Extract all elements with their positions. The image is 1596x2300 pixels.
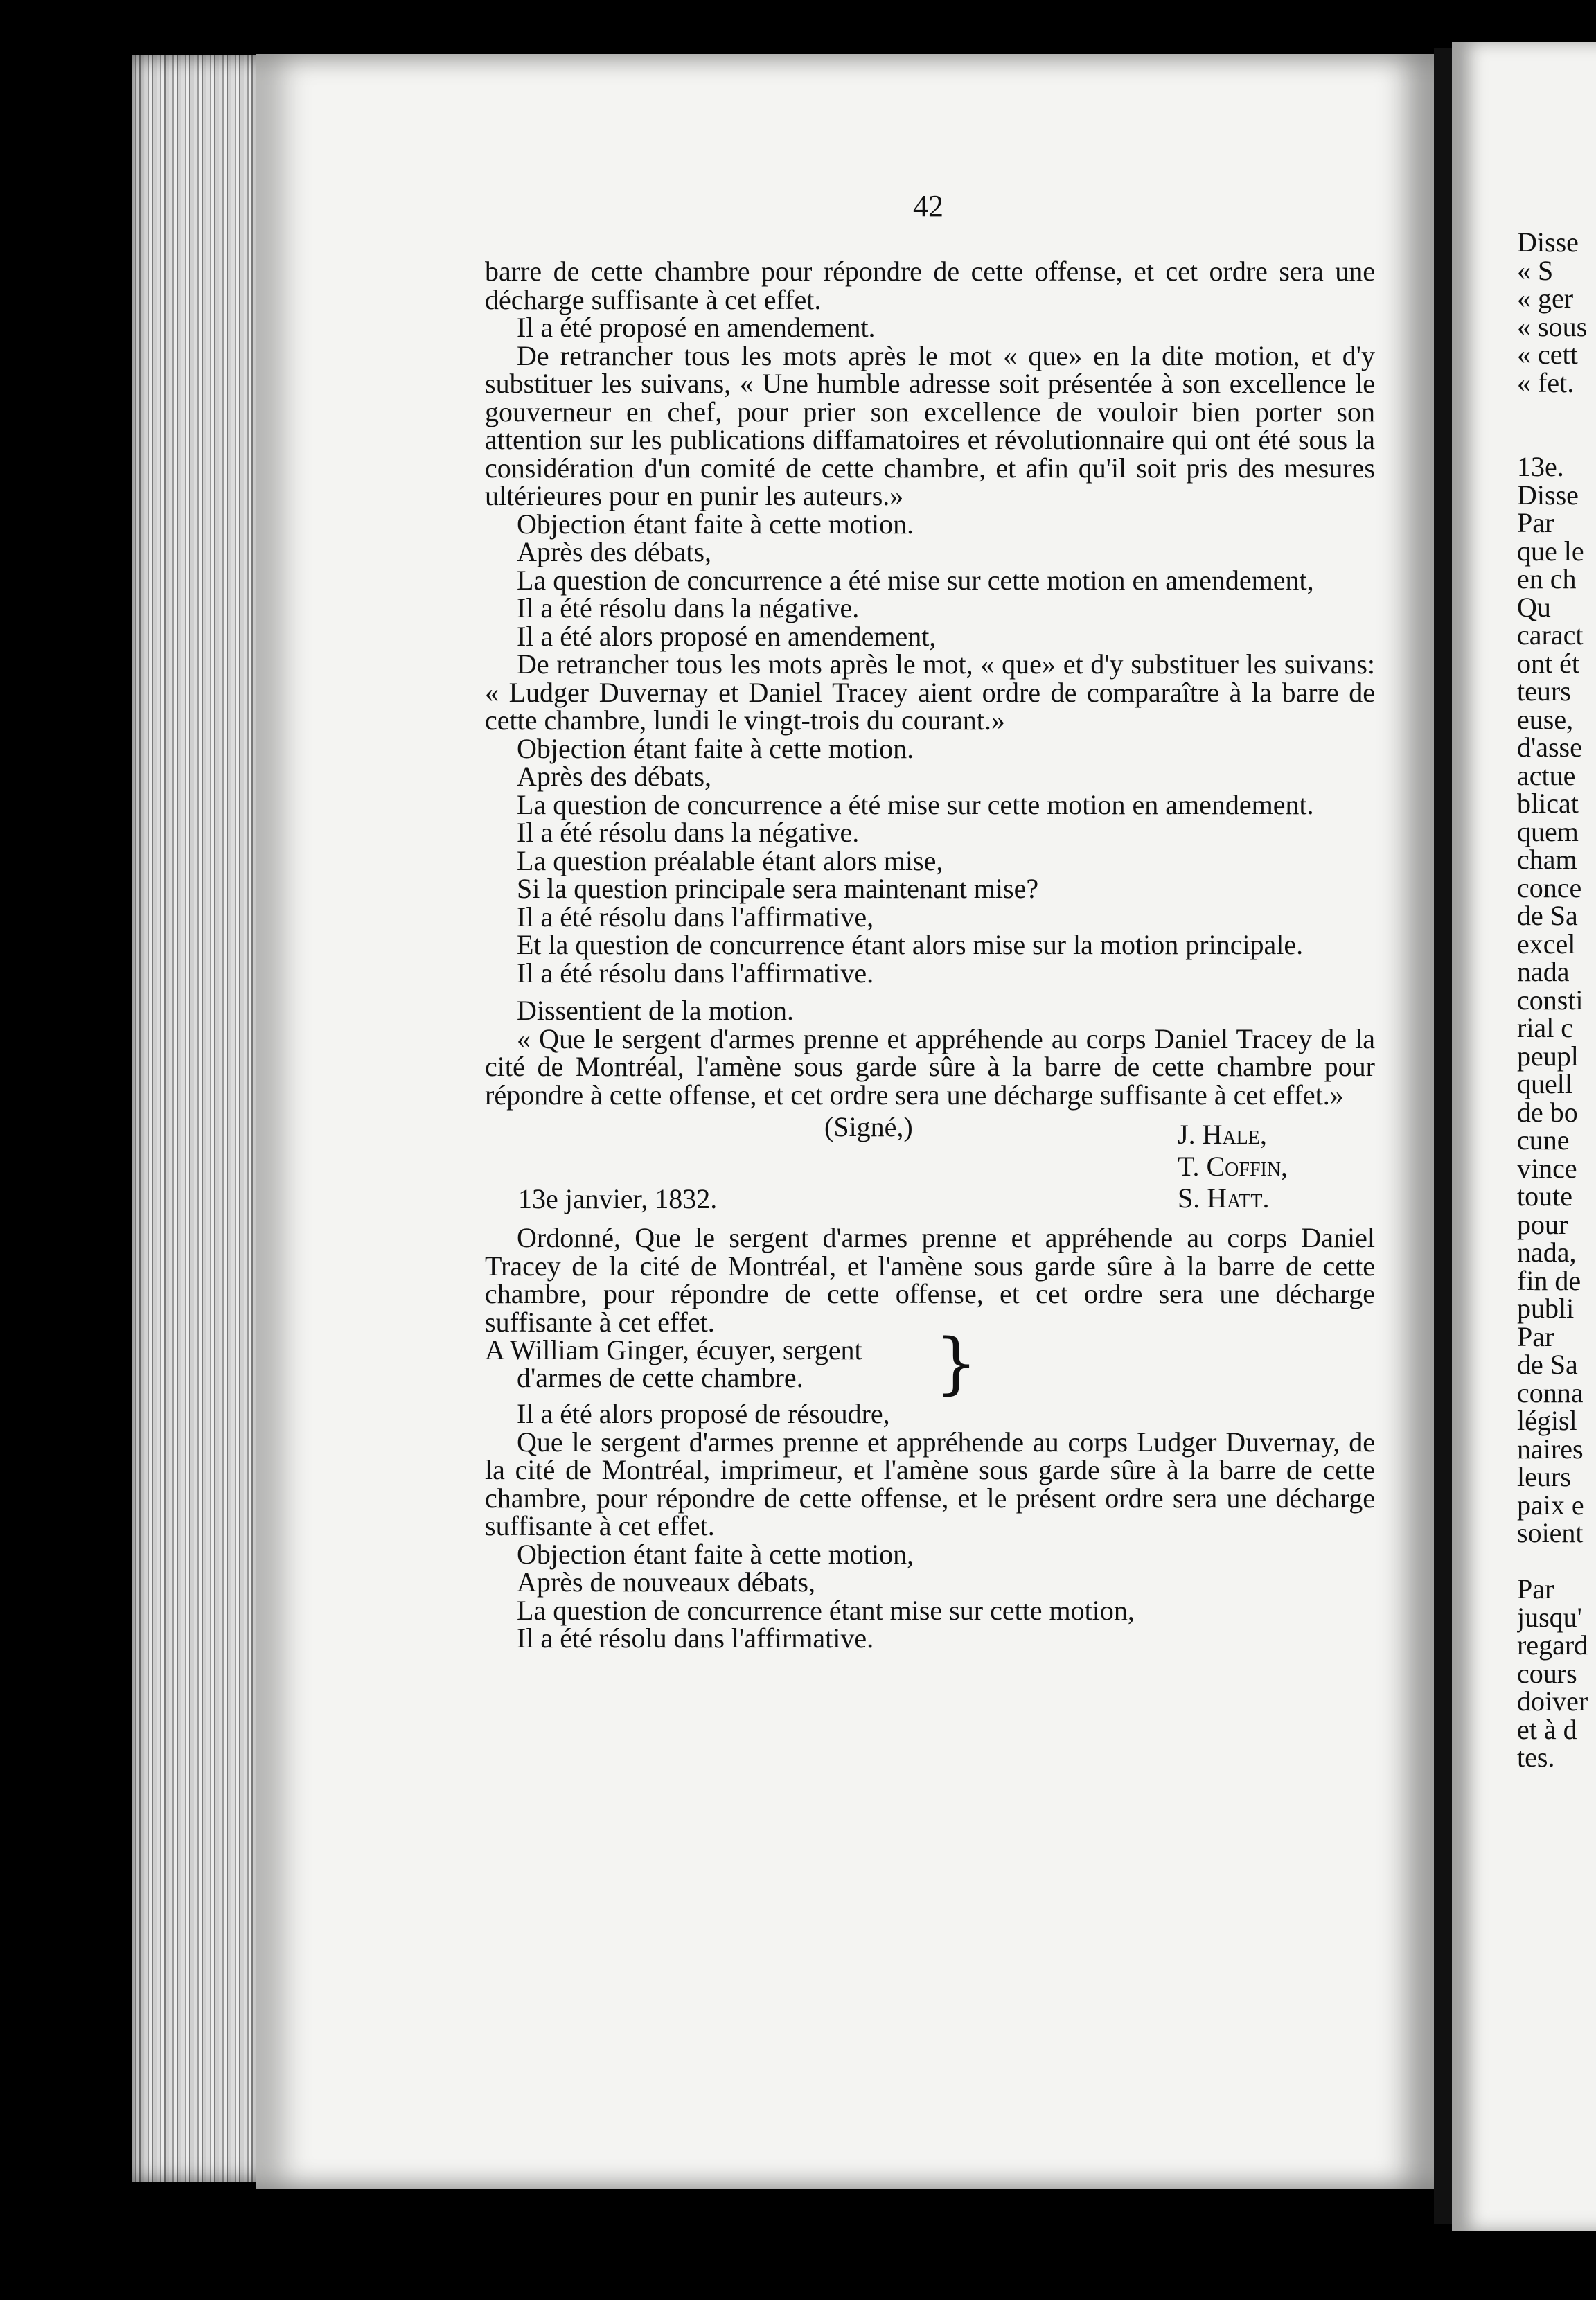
signatory: T. Coffin, — [1178, 1151, 1288, 1182]
right-page-line: Par — [1517, 1573, 1554, 1604]
paragraph: Il a été résolu dans l'affirmative. — [517, 957, 874, 989]
signatories — [1178, 1119, 1288, 1214]
addressee — [485, 1325, 1375, 1402]
signatory: J. Hale, — [1178, 1119, 1267, 1150]
right-page-line: pour — [1517, 1208, 1568, 1240]
paragraph: La question préalable étant alors mise, — [517, 844, 943, 876]
paragraph: Dissentient de la motion. — [517, 995, 794, 1026]
right-page-line: publi — [1517, 1293, 1575, 1324]
paragraph: Il a été résolu dans la négative. — [517, 817, 860, 848]
right-page-line: conce — [1517, 872, 1582, 903]
right-page-line: ont ét — [1517, 647, 1579, 679]
right-page-line: soient — [1517, 1517, 1584, 1548]
right-page-line: caract — [1517, 619, 1584, 651]
right-page-line: législ — [1517, 1405, 1577, 1436]
addressee-line: A William Ginger, écuyer, sergent — [485, 1334, 862, 1365]
right-page-line: paix e — [1517, 1489, 1584, 1521]
right-page-line — [1517, 425, 1596, 454]
right-page-line: cours — [1517, 1657, 1577, 1689]
right-page-line: Par — [1517, 1320, 1554, 1352]
right-page-line: « fet. — [1517, 366, 1575, 398]
paragraph: Il a été résolu dans l'affirmative. — [517, 1622, 874, 1654]
right-page-line: cune — [1517, 1124, 1570, 1156]
brace-glyph: } — [935, 1325, 978, 1402]
order-paragraph: Ordonné, Que le sergent d'armes prenne et appréhende au corps Daniel Tracey de la cité de Montréal, et l'amène sous garde sûre à la barre de cette chambre, pour répondre de cette offense, et cet ordre sera une décharge suffisante à cet effet. — [485, 1222, 1375, 1338]
right-page-line: blicat — [1517, 788, 1579, 819]
right-page-line — [1517, 397, 1596, 425]
right-page-line: et à d — [1517, 1713, 1577, 1745]
paragraph: Il a été proposé en amendement. — [517, 312, 876, 343]
paragraph: « Que le sergent d'armes prenne et appréhende au corps Daniel Tracey de la cité de Montréal, l'amène sous garde sûre à la barre de cette chambre pour répondre à cette offense, et cet ordre sera une décharge suffisante à cet effet.» — [485, 1023, 1375, 1111]
right-page-line: rial c — [1517, 1012, 1574, 1043]
page-number: 42 — [913, 189, 943, 223]
right-page-line: toute — [1517, 1180, 1572, 1212]
right-page-line: en ch — [1517, 563, 1577, 594]
right-page-line: de Sa — [1517, 1349, 1578, 1380]
paragraph: La question de concurrence étant mise sur cette motion, — [517, 1594, 1135, 1626]
right-page-line: de bo — [1517, 1096, 1578, 1128]
right-page-line: tes. — [1517, 1742, 1555, 1772]
paragraph: Après des débats, — [517, 761, 712, 792]
right-page-line — [1517, 1548, 1596, 1576]
right-page-line: nada, — [1517, 1237, 1577, 1268]
signatory: S. Hatt. — [1178, 1183, 1270, 1214]
right-page-line: « S — [1517, 254, 1554, 286]
right-page-line: « sous — [1517, 310, 1588, 342]
paragraph: Il a été alors proposé de résoudre, — [517, 1398, 890, 1429]
right-page-line: peupl — [1517, 1040, 1579, 1072]
right-page-line: fin de — [1517, 1264, 1581, 1296]
paragraph: Objection étant faite à cette motion, — [517, 1538, 914, 1570]
right-page-line: quem — [1517, 815, 1579, 847]
paragraph: Si la question principale sera maintenant mise? — [517, 873, 1039, 904]
right-page-line: Qu — [1517, 591, 1551, 623]
paragraph: Que le sergent d'armes prenne et appréhende au corps Ludger Duvernay, de la cité de Montréal, imprimeur, et l'amène sous garde sûre à la barre de cette chambre, pour répondre de cette offense, et le présent ordre sera une décharge suffisante à cet effet. — [485, 1426, 1375, 1541]
right-page-line: euse, — [1517, 703, 1574, 735]
right-page-line: cham — [1517, 844, 1577, 875]
signature-date: 13e janvier, 1832. — [518, 1183, 718, 1214]
right-page-line: nada — [1517, 956, 1570, 987]
right-page-line: quell — [1517, 1068, 1572, 1099]
paragraph: barre de cette chambre pour répondre de cette offense, et cet ordre sera une décharge suffisante à cet effet. — [485, 256, 1375, 315]
paragraph: De retrancher tous les mots après le mot « que» en la dite motion, et d'y substituer les suivans, « Une humble adresse soit présentée à son excellence le gouverneur en chef, pour prier son excellence de vouloir bien porter son attention sur les publications diffamatoires et révolutionnaire qui ont été sous la considération d'un comité de cette chambre, et afin qu'il soit pris des mesures ultérieures pour en punir les auteurs.» — [485, 339, 1375, 511]
gutter — [1434, 48, 1453, 2224]
right-page-line: vince — [1517, 1152, 1577, 1184]
signature-block — [485, 1109, 1375, 1224]
right-page-line: Disse — [1517, 479, 1579, 511]
paragraph: Il a été résolu dans l'affirmative, — [517, 901, 874, 932]
right-page-line: leurs — [1517, 1461, 1571, 1492]
right-page-line: « ger — [1517, 283, 1574, 314]
right-page-line: naires — [1517, 1433, 1584, 1465]
right-page-line: doiver — [1517, 1686, 1588, 1717]
right-page-text — [1517, 229, 1596, 1772]
paragraph: Il a été résolu dans la négative. — [517, 592, 860, 623]
paragraph: Après de nouveaux débats, — [517, 1566, 815, 1598]
right-page-line: Disse — [1517, 229, 1579, 258]
paragraph: De retrancher tous les mots après le mot, « que» et d'y substituer les suivans: « Ludger Duvernay et Daniel Tracey aient ordre de comparaître à la barre de cette chambre, lundi le vingt-trois du courant.» — [485, 648, 1375, 736]
right-page-line: regard — [1517, 1629, 1588, 1661]
right-page-line: jusqu' — [1517, 1601, 1582, 1633]
right-page-line: conna — [1517, 1377, 1584, 1408]
right-page-line: excel — [1517, 928, 1576, 959]
paragraph: Et la question de concurrence étant alors mise sur la motion principale. — [517, 929, 1304, 960]
paragraph: Il a été alors proposé en amendement, — [517, 620, 937, 652]
paragraph: Objection étant faite à cette motion. — [517, 732, 914, 764]
right-page-line: actue — [1517, 759, 1576, 791]
addressee-line: d'armes de cette chambre. — [517, 1362, 804, 1393]
right-page-line: d'asse — [1517, 732, 1582, 763]
signature-label: (Signé,) — [824, 1111, 913, 1142]
paragraph: La question de concurrence a été mise sur cette motion en amendement. — [517, 788, 1314, 820]
page-edges — [132, 55, 270, 2182]
right-page-line: consti — [1517, 984, 1584, 1016]
page-text — [485, 258, 1375, 1653]
paragraph: Après des débats, — [517, 536, 712, 567]
right-page-line: « cett — [1517, 339, 1578, 370]
right-page-line: 13e. — [1517, 451, 1564, 482]
right-page-line: Par — [1517, 507, 1554, 538]
right-page-line: que le — [1517, 535, 1584, 567]
right-page-line: teurs — [1517, 675, 1571, 707]
paragraph: Objection étant faite à cette motion. — [517, 508, 914, 540]
right-page-line: de Sa — [1517, 900, 1578, 931]
paragraph: La question de concurrence a été mise sur cette motion en amendement, — [517, 564, 1314, 596]
